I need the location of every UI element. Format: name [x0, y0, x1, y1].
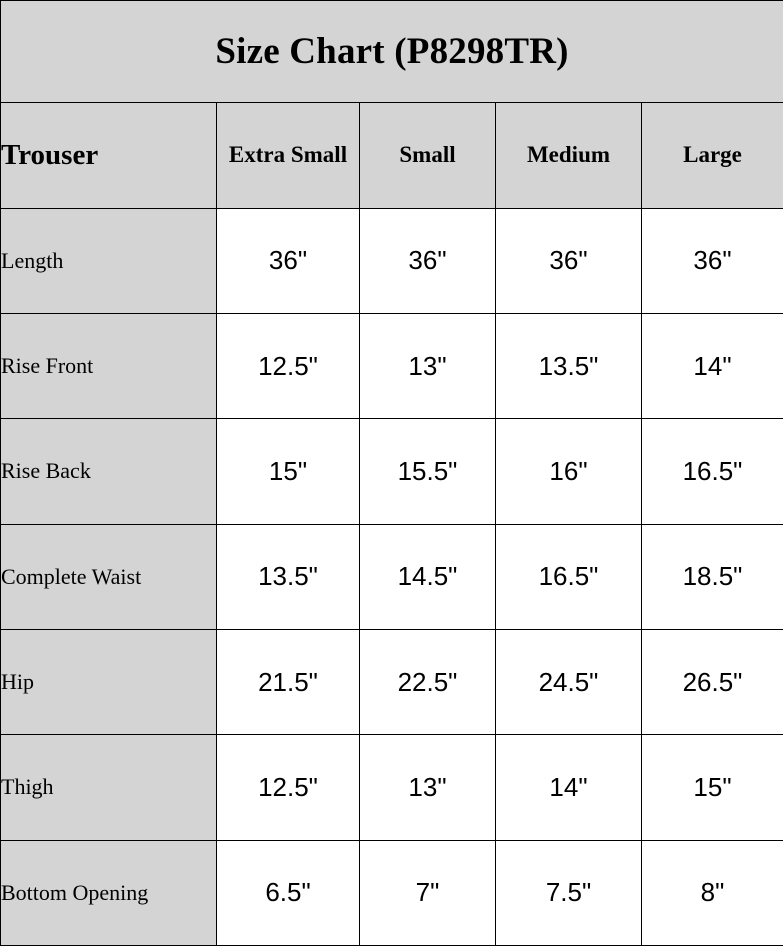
- row-label: Rise Front: [1, 313, 217, 418]
- row-value: 18.5": [642, 524, 783, 629]
- column-header-large: Large: [642, 103, 783, 208]
- row-label: Hip: [1, 629, 217, 734]
- row-value: 36": [217, 208, 360, 313]
- row-value: 36": [360, 208, 496, 313]
- row-value: 14": [642, 313, 783, 418]
- row-value: 12.5": [217, 313, 360, 418]
- row-value: 13": [360, 735, 496, 840]
- row-value: 13": [360, 313, 496, 418]
- row-value: 16.5": [642, 419, 783, 524]
- row-label: Thigh: [1, 735, 217, 840]
- table-row: [1, 313, 783, 418]
- table-row: [1, 419, 783, 524]
- row-value: 13.5": [496, 313, 642, 418]
- row-value: 15.5": [360, 419, 496, 524]
- row-value: 12.5": [217, 735, 360, 840]
- row-label: Rise Back: [1, 419, 217, 524]
- row-value: 24.5": [496, 629, 642, 734]
- column-header-medium: Medium: [496, 103, 642, 208]
- row-value: 26.5": [642, 629, 783, 734]
- row-value: 21.5": [217, 629, 360, 734]
- column-header-small: Small: [360, 103, 496, 208]
- row-value: 7.5": [496, 840, 642, 945]
- row-value: 22.5": [360, 629, 496, 734]
- row-value: 8": [642, 840, 783, 945]
- row-value: 15": [217, 419, 360, 524]
- table-row: [1, 735, 783, 840]
- title-row: [1, 1, 783, 103]
- row-value: 6.5": [217, 840, 360, 945]
- row-header-label: Trouser: [1, 103, 217, 208]
- table-row: [1, 629, 783, 734]
- row-label: Bottom Opening: [1, 840, 217, 945]
- table-row: [1, 524, 783, 629]
- row-value: 14.5": [360, 524, 496, 629]
- column-header-extra-small: Extra Small: [217, 103, 360, 208]
- row-value: 14": [496, 735, 642, 840]
- row-value: 7": [360, 840, 496, 945]
- row-value: 36": [496, 208, 642, 313]
- table-row: [1, 840, 783, 945]
- chart-title: Size Chart (P8298TR): [1, 1, 783, 103]
- row-value: 16": [496, 419, 642, 524]
- row-value: 15": [642, 735, 783, 840]
- row-label: Complete Waist: [1, 524, 217, 629]
- row-value: 13.5": [217, 524, 360, 629]
- row-value: 36": [642, 208, 783, 313]
- header-row: [1, 103, 783, 208]
- row-label: Length: [1, 208, 217, 313]
- row-value: 16.5": [496, 524, 642, 629]
- table-row: [1, 208, 783, 313]
